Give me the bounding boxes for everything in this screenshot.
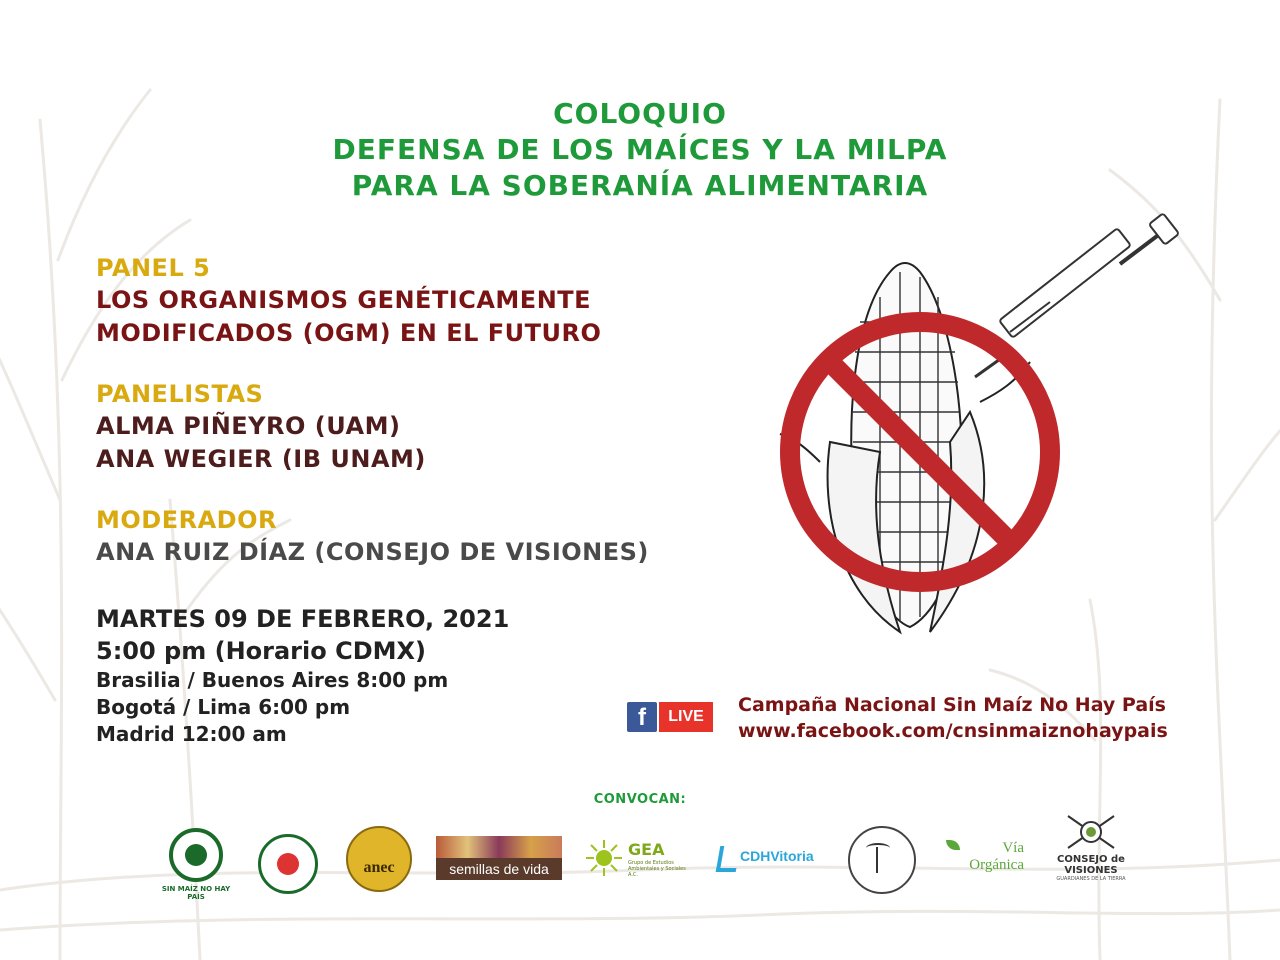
moderator-label: MODERADOR	[96, 506, 277, 534]
sin-maiz-caption: SIN MAÍZ NO HAY PAÍS	[161, 885, 231, 901]
other-time: Brasilia / Buenos Aires 8:00 pm	[96, 668, 449, 692]
panelists-label: PANELISTAS	[96, 380, 264, 408]
anec-logo	[346, 826, 412, 892]
semillas-caption: semillas de vida	[436, 858, 562, 880]
cdhv-mark-icon	[716, 846, 741, 872]
campaign-url[interactable]: www.facebook.com/cnsinmaiznohaypais	[738, 720, 1168, 742]
live-label: LIVE	[659, 702, 713, 732]
facebook-icon: f	[627, 702, 657, 732]
campaign-name: Campaña Nacional Sin Maíz No Hay País	[738, 694, 1166, 716]
header-line-3: PARA LA SOBERANÍA ALIMENTARIA	[351, 169, 929, 202]
panelist-name: ANA WEGIER (IB UNAM)	[96, 445, 426, 473]
anec-caption: anec	[363, 859, 395, 876]
semillas-logo	[436, 836, 562, 880]
consejo-subcaption: GUARDIANES DE LA TIERRA	[1056, 876, 1126, 882]
header-line-1: COLOQUIO	[553, 97, 727, 130]
gea-sun-icon	[584, 838, 624, 878]
panel-label: PANEL 5	[96, 254, 211, 282]
no-gmo-corn-illustration	[760, 212, 1180, 652]
cdhv-logo	[718, 840, 822, 880]
event-time: 5:00 pm (Horario CDMX)	[96, 637, 426, 665]
convocan-label: CONVOCAN:	[593, 792, 687, 807]
via-organica-caption: Vía Orgánica	[969, 840, 1024, 873]
event-date: MARTES 09 DE FEBRERO, 2021	[96, 605, 510, 633]
gea-subcaption: Grupo de Estudios Ambientales y Sociales A.C.	[628, 860, 686, 878]
via-organica-logo	[946, 838, 1026, 878]
facebook-live-badge[interactable]	[627, 702, 713, 732]
guerreros-logo	[848, 826, 916, 894]
panel-title-line-1: LOS ORGANISMOS GENÉTICAMENTE	[96, 286, 592, 314]
sponsor-logos	[0, 814, 1280, 914]
gea-logo	[584, 838, 684, 884]
shield-arrows-icon	[1066, 814, 1116, 850]
event-details	[96, 252, 736, 748]
panelist-name: ALMA PIÑEYRO (UAM)	[96, 412, 401, 440]
gea-caption: GEA	[628, 840, 665, 859]
asociacion-logo	[258, 834, 318, 894]
event-header	[0, 96, 1280, 204]
palm-tree-icon	[876, 847, 888, 873]
campaign-info	[738, 692, 1168, 744]
cdhv-caption: CDHVitoria	[740, 848, 814, 864]
panel-title-line-2: MODIFICADOS (OGM) EN EL FUTURO	[96, 319, 602, 347]
other-time: Madrid 12:00 am	[96, 722, 287, 746]
header-line-2: DEFENSA DE LOS MAÍCES Y LA MILPA	[332, 133, 948, 166]
moderator-name: ANA RUIZ DÍAZ (CONSEJO DE VISIONES)	[96, 538, 649, 566]
consejo-caption: CONSEJO de VISIONES	[1057, 854, 1125, 876]
sin-maiz-logo	[156, 828, 236, 901]
consejo-visiones-logo	[1056, 814, 1126, 902]
other-time: Bogotá / Lima 6:00 pm	[96, 695, 351, 719]
